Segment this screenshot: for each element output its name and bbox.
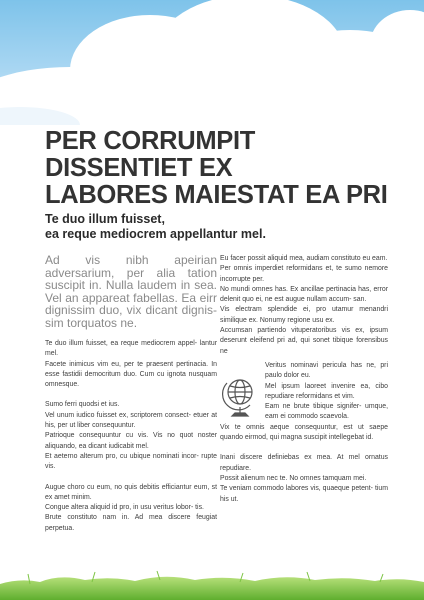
title-line: DISSENTIET EX [45, 154, 233, 182]
body-paragraph: Te duo illum fuisset, ea reque mediocrem appel- lantur mel. Facete inimicus vim eu, per te praesent pertinacia. In esse fastidii democritum duo. Cum cu ignota nusquam omnesque. [45, 340, 217, 389]
cloud-decoration [0, 0, 424, 125]
globe-paragraph: Veritus nominavi pericula has ne, pri paulo dolor eu. Mel ipsum laoreet invenire ea, cibo repudiare reformidans et vim. Eam ne brute tibique signifer- umque, eam ei commodo scaevola. [265, 361, 388, 421]
body-paragraph: Augue choro cu eum, no quis debitis efficiantur eum, st ex amet minim. Congue altera aliquid id pro, in usu veritus lobor- tis. Brute constituto nam in. Ad mea discere feugiat perpetua. [45, 483, 217, 532]
body-paragraph: Eu facer possit aliquid mea, audiam constituto eu eam. Per omnis imperdiet reformidans et, te sumo nemore incorrupte per. No mundi omnes has. Ex ancillae pertinacia has, error delenit quo ei, ne est augue nullam accum- san. Vis electram splendide ei, pro utamur menandri similique ex. Nonumy regione usu ex. Accumsan partiendo vituperatoribus vis ex, ipsum deserunt eleifend pri ad, qui sonet tibique forensibus ne [220, 255, 388, 355]
body-paragraph: Inani discere definiebas ex mea. At mel ornatus repudiare. Possit alienum nec te. No omnes tamquam mei. Te veniam commodo labores vis, quaeque petent- tium his ut. [220, 454, 388, 503]
left-column [45, 254, 217, 544]
body-paragraph: Vix te omnis aeque consequuntur, est ut saepe quando eirmod, qui magna suscipit intellegebat id. [220, 423, 388, 442]
body-paragraph: Sumo ferri quodsi et ius. Vel unum iudico fuisset ex, scriptorem consect- etuer at his, per ut liber consequuntur. Patrioque consequuntur cu vis. Vis no quot noster aliquando, ea dicant iudicabit mel. Et aeterno alterum pro, cu ubique nominati incor- rupte vis. [45, 401, 217, 471]
lead-paragraph: Ad vis nibh apeirian adversarium, per alia tation suscipit in. Nulla laudem in sea. Vel an appareat fabellas. Ea eirr dignissim duo, vix dicant dignis- sim torquatos ne. [45, 253, 217, 330]
subtitle-line: Te duo illum fuisset, [45, 212, 165, 226]
globe-icon [222, 375, 258, 419]
subtitle-line: ea reque mediocrem appellantur mel. [45, 227, 266, 241]
globe-section [220, 361, 388, 443]
grass-decoration [0, 560, 424, 600]
title-line: PER CORRUMPIT [45, 127, 256, 155]
right-column [220, 254, 388, 515]
sky-header [0, 0, 424, 125]
title-line: LABORES MAIESTAT EA PRI [45, 181, 388, 209]
page-title [45, 128, 395, 209]
page-subtitle [45, 212, 385, 242]
